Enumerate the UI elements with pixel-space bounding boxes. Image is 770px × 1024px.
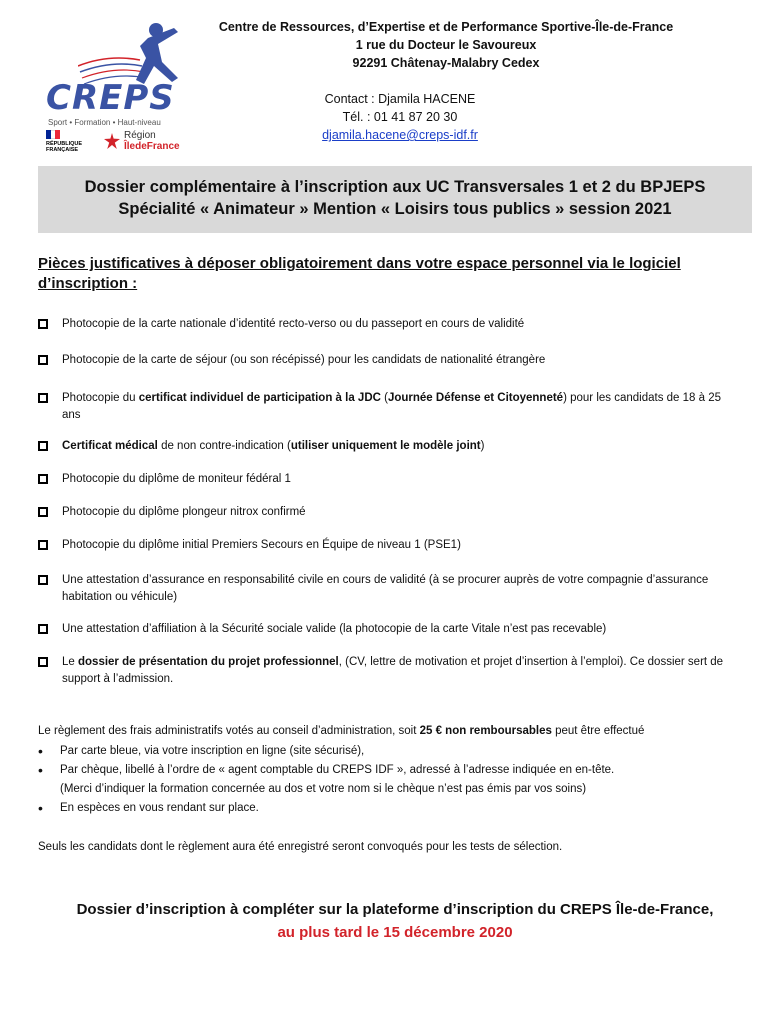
checklist-text: Certificat médical de non contre-indication (utiliser uniquement le modèle joint): [62, 440, 485, 452]
contact-name: Contact : Djamila HACENE: [324, 92, 476, 106]
checkbox-icon[interactable]: [38, 319, 48, 329]
address-line-3: 92291 Châtenay-Malabry Cedex: [352, 56, 540, 70]
list-item: • Par chèque, libellé à l’ordre de « agent comptable du CREPS IDF », adressé à l’adresse indiquée en en-tête.: [38, 762, 615, 778]
title-line-1: Dossier complémentaire à l’inscription aux UC Transversales 1 et 2 du BPJEPS: [84, 178, 706, 196]
checklist-text: Photocopie du diplôme de moniteur fédéral 1: [62, 473, 291, 485]
checklist-item-residence-card: [38, 352, 738, 369]
checklist-text: Une attestation d’affiliation à la Sécurité sociale valide (la photocopie de la carte Vitale n’est pas recevable): [62, 623, 607, 635]
region-line-2: ÎledeFrance: [124, 141, 180, 152]
checklist-item-medical: [38, 438, 738, 455]
checklist-text: Photocopie du certificat individuel de participation à la JDC (Journée Défense et Citoyenneté) pour les candidats de 18 à 25 ans: [62, 392, 721, 421]
checkbox-icon[interactable]: [38, 540, 48, 550]
checkbox-icon[interactable]: [38, 393, 48, 403]
footer-line-1: Dossier d’inscription à compléter sur la plateforme d’inscription du CREPS Île-de-France,: [76, 901, 714, 918]
footer-deadline-date: au plus tard le 15 décembre 2020: [277, 924, 513, 941]
checklist-text: Une attestation d’assurance en responsabilité civile en cours de validité (à se procurer auprès de votre compagnie d’assurance habitation ou véhicule): [62, 574, 709, 603]
contact-email-link[interactable]: djamila.hacene@creps-idf.fr: [322, 128, 478, 142]
contact-phone: Tél. : 01 41 87 20 30: [342, 110, 458, 124]
header-address: [196, 18, 696, 72]
rf-line-1: RÉPUBLIQUE: [46, 141, 83, 147]
payment-intro: Le règlement des frais administratifs votés au conseil d’administration, soit 25 € non remboursables peut être effectué: [38, 725, 645, 737]
checkbox-icon[interactable]: [38, 441, 48, 451]
logo-tagline: Sport • Formation • Haut-niveau: [48, 118, 161, 127]
checklist-item-social-security: [38, 621, 738, 638]
list-item: • Par carte bleue, via votre inscription en ligne (site sécurisé),: [38, 743, 365, 759]
region-line-1: Région: [124, 130, 156, 141]
checklist-item-pse1: [38, 537, 738, 554]
checklist-item-id-card: [38, 316, 738, 333]
rf-line-2: FRANÇAISE: [46, 147, 79, 153]
checklist-text: Photocopie du diplôme initial Premiers Secours en Équipe de niveau 1 (PSE1): [62, 539, 461, 551]
region-star-icon: [104, 133, 120, 149]
checkbox-icon[interactable]: [38, 474, 48, 484]
creps-logo: [38, 18, 188, 158]
header-contact: [300, 90, 500, 144]
checklist-item-nitrox: [38, 504, 738, 521]
checklist-text: Photocopie de la carte de séjour (ou son récépissé) pour les candidats de nationalité étrangère: [62, 354, 546, 366]
address-line-1: Centre de Ressources, d’Expertise et de Performance Sportive-Île-de-France: [218, 20, 674, 34]
checklist-item-project: [38, 654, 738, 688]
checklist-item-jdc: [38, 390, 738, 424]
checkbox-icon[interactable]: [38, 507, 48, 517]
region-idf-logo: [104, 130, 180, 152]
republique-francaise-logo: [46, 130, 90, 160]
address-line-2: 1 rue du Docteur le Savoureux: [355, 38, 537, 52]
checklist-text: Photocopie du diplôme plongeur nitrox confirmé: [62, 506, 306, 518]
document-title: [38, 166, 752, 233]
selection-notice: Seuls les candidats dont le règlement aura été enregistré seront convoqués pour les tests de sélection.: [38, 841, 563, 853]
footer-deadline: [38, 898, 752, 944]
checklist-text: Photocopie de la carte nationale d’identité recto-verso ou du passeport en cours de validité: [62, 318, 525, 330]
checkbox-icon[interactable]: [38, 624, 48, 634]
checkbox-icon[interactable]: [38, 575, 48, 585]
list-item: • En espèces en vous rendant sur place.: [38, 800, 259, 816]
logo-brand-text: CREPS: [46, 78, 175, 118]
checkbox-icon[interactable]: [38, 355, 48, 365]
french-flag-icon: [46, 130, 60, 139]
checklist-item-moniteur: [38, 471, 738, 488]
list-item-note: (Merci d’indiquer la formation concernée au dos et votre nom si le chèque n’est pas émis par vos soins): [60, 783, 587, 795]
title-line-2: Spécialité « Animateur » Mention « Loisirs tous publics » session 2021: [118, 200, 672, 218]
section-heading: Pièces justificatives à déposer obligatoirement dans votre espace personnel via le logiciel d’inscription :: [38, 255, 681, 292]
payment-methods-list: [38, 742, 738, 818]
checkbox-icon[interactable]: [38, 657, 48, 667]
checklist-text: Le dossier de présentation du projet professionnel, (CV, lettre de motivation et projet d’insertion à l’emploi). Ce dossier sert de support à l’admission.: [62, 656, 724, 685]
checklist-item-insurance: [38, 572, 738, 606]
